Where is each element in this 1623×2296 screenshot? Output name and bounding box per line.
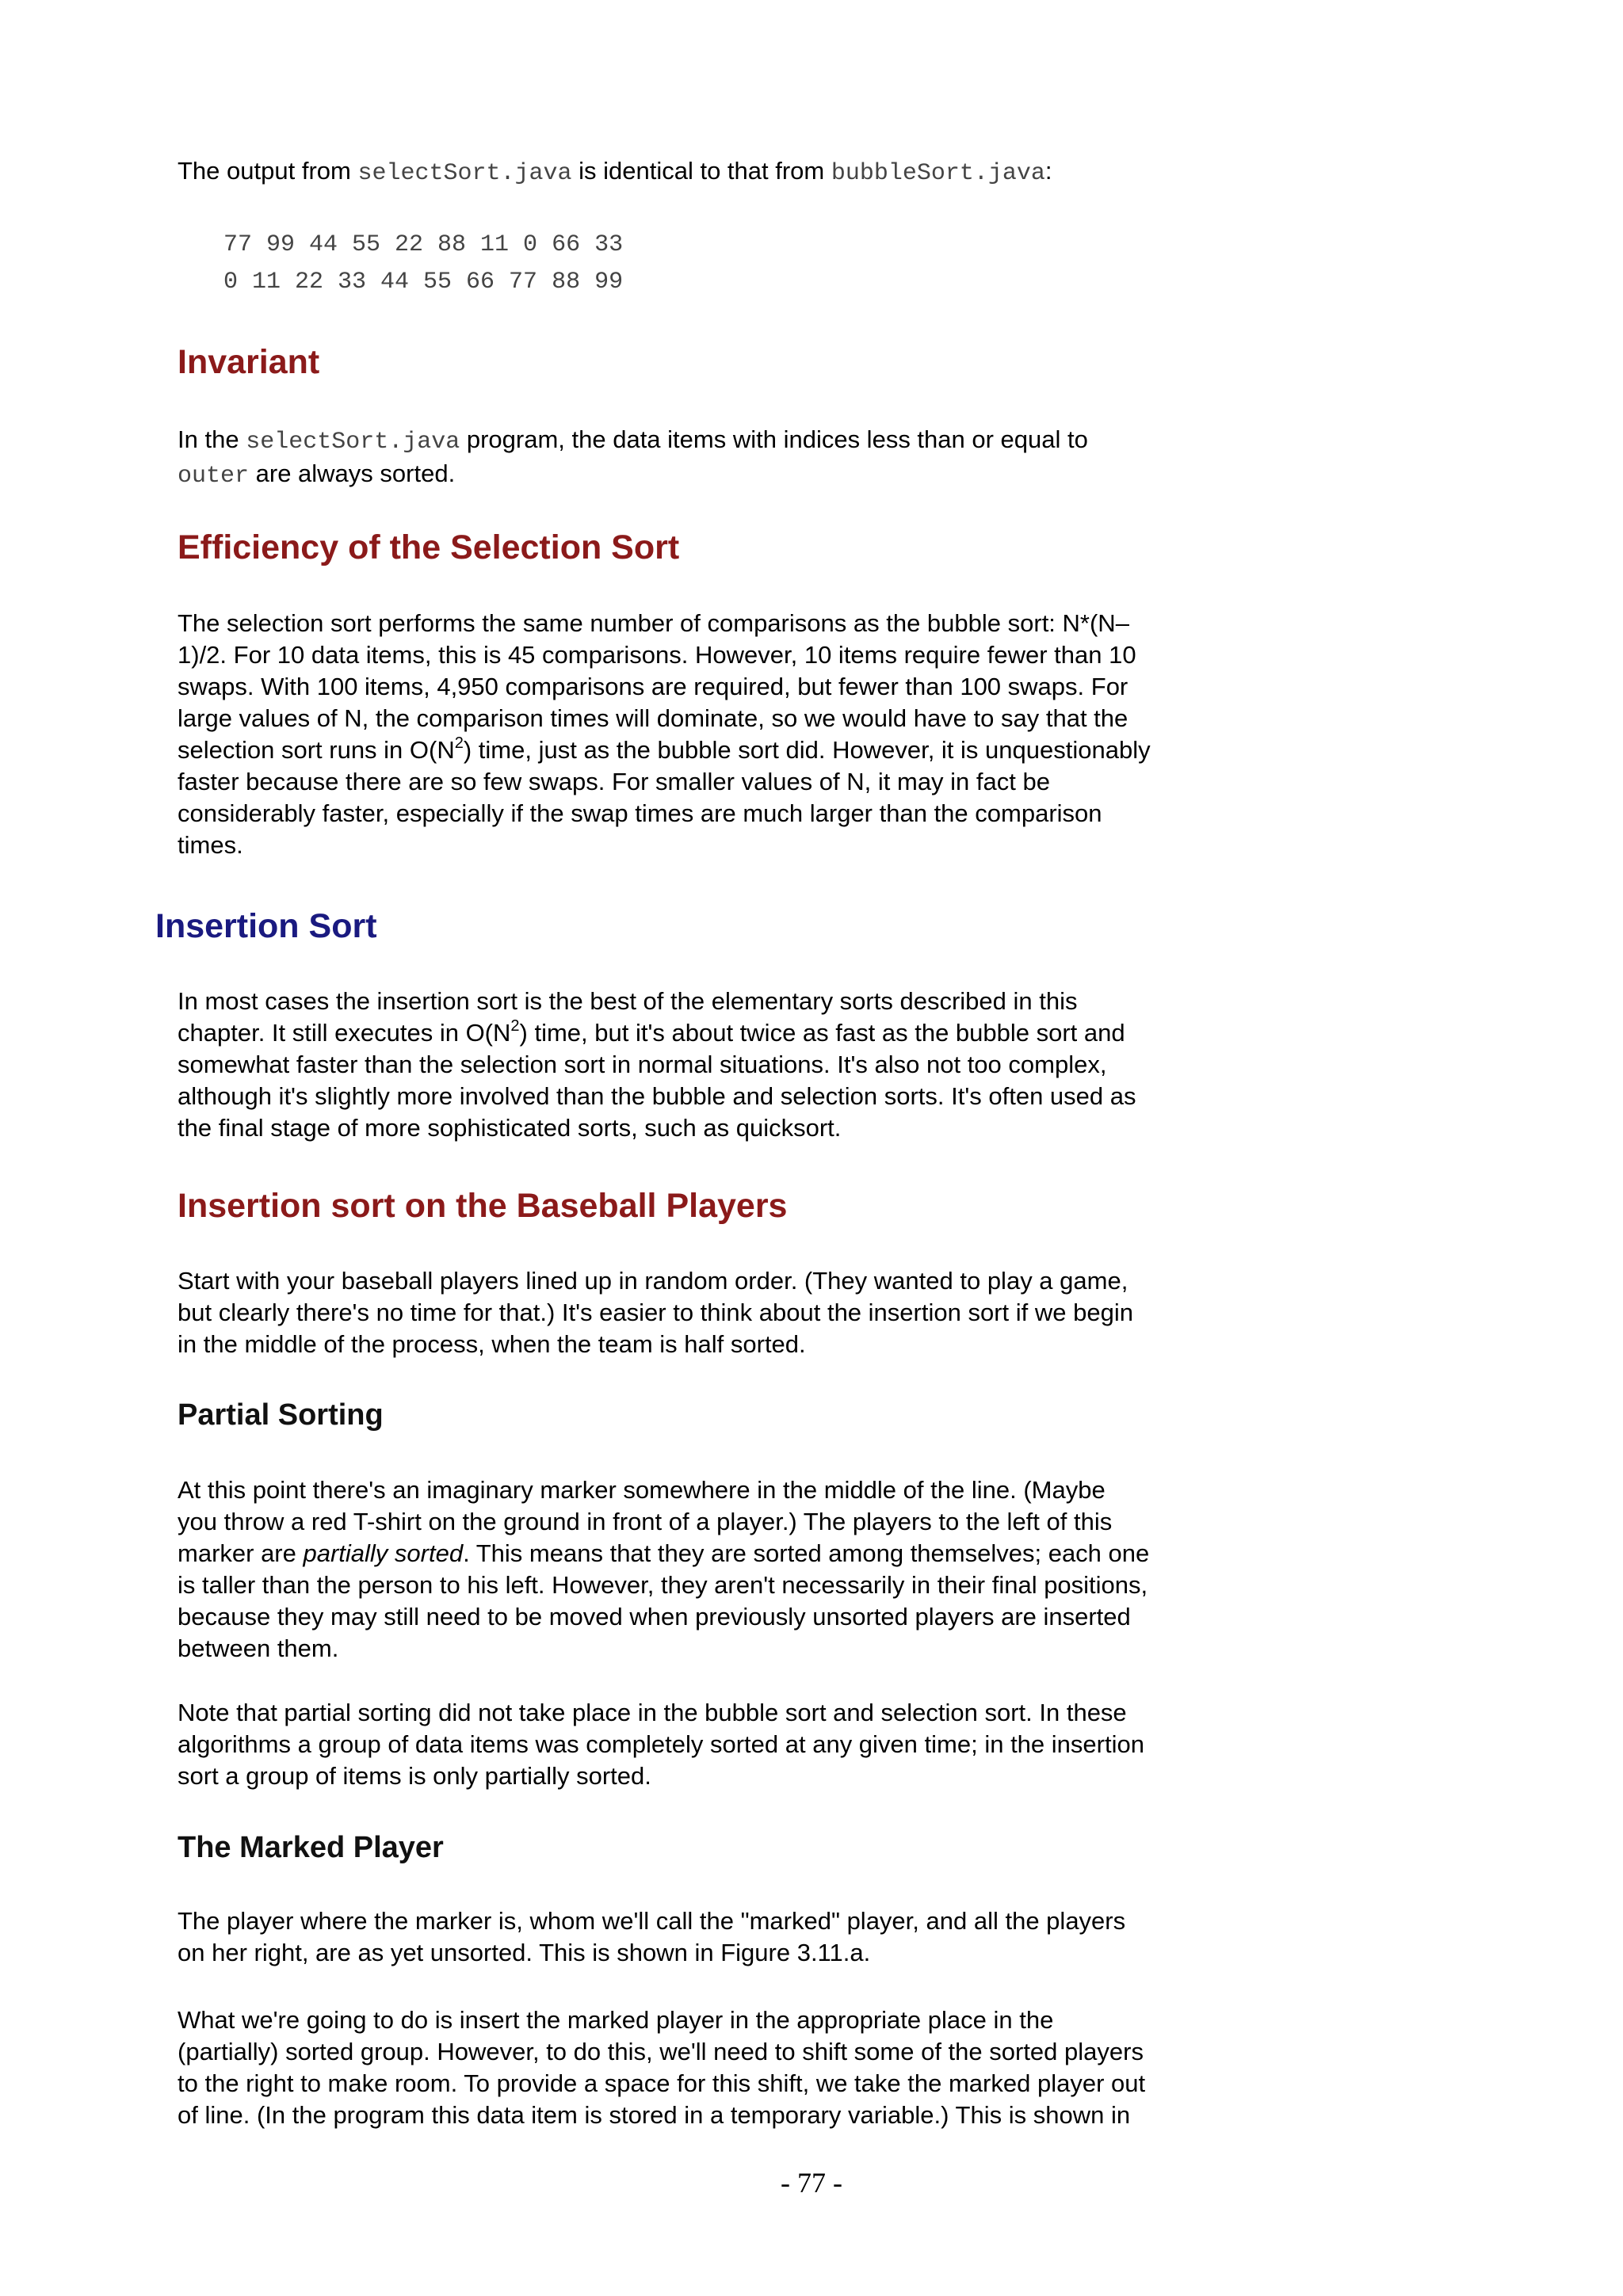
heading-insertion-sort: Insertion Sort: [155, 907, 377, 945]
heading-baseball: Insertion sort on the Baseball Players: [178, 1187, 788, 1225]
marked-paragraph-2: What we're going to do is insert the marked player in the appropriate place in the (partially) sorted group. However, to do this, we'll need to shift some of the sorted players to the right to make room. To provide a space for this shift, we take the marked player out of line. (In the program this data item is stored in a temporary variable.) This is shown in: [178, 2006, 1146, 2129]
code-bubble-sort: bubbleSort.java: [831, 160, 1045, 187]
output-code-block: [223, 227, 623, 301]
output-line: 0 11 22 33 44 55 66 77 88 99: [223, 269, 624, 296]
heading-invariant: Invariant: [178, 343, 320, 381]
output-line: 77 99 44 55 22 88 11 0 66 33: [223, 231, 624, 258]
intro-paragraph: The output from selectSort.java is identical to that from bubbleSort.java:: [178, 157, 1052, 187]
partial-paragraph-1: At this point there's an imaginary marker somewhere in the middle of the line. (Maybe you throw a red T-shirt on the ground in front of a player.) The players to the left of this marker are partially sorted. This means that they are sorted among themselves; each one is taller than the person to his left. However, they aren't necessarily in their final positions, because they may still need to be moved when previously unsorted players are inserted between them.: [178, 1476, 1150, 1662]
heading-efficiency: Efficiency of the Selection Sort: [178, 528, 680, 566]
page-number: - 77 -: [781, 2167, 842, 2199]
invariant-paragraph: In the selectSort.java program, the data items with indices less than or equal to outer are always sorted.: [178, 425, 1088, 490]
partial-paragraph-2: Note that partial sorting did not take place in the bubble sort and selection sort. In these algorithms a group of data items was completely sorted at any given time; in the insertion sort a group of items is only partially sorted.: [178, 1699, 1144, 1790]
term-partially-sorted: partially sorted: [303, 1539, 464, 1567]
heading-marked-player: The Marked Player: [178, 1831, 444, 1864]
heading-partial-sorting: Partial Sorting: [178, 1398, 384, 1432]
code-select-sort: selectSort.java: [357, 160, 572, 187]
efficiency-paragraph: The selection sort performs the same number of comparisons as the bubble sort: N*(N– 1)/2. For 10 data items, this is 45 comparisons. However, 10 items require fewer than 10 swaps. With 100 items, 4,950 comparisons are required, but fewer than 100 swaps. For large values of N, the comparison times will dominate, so we would have to say that the selection sort runs in $O(N^2)$ time, just as the bubble sort did. However, it is unquestionably faster because there are so few swaps. For smaller values of N, it may in fact be considerably faster, especially if the swap times are much larger than the comparison times.: [178, 609, 1151, 859]
marked-paragraph-1: The player where the marker is, whom we'll call the "marked" player, and all the players on her right, are as yet unsorted. This is shown in Figure 3.11.a.: [178, 1907, 1126, 1966]
insertion-sort-paragraph: In most cases the insertion sort is the best of the elementary sorts described in this chapter. It still executes in $O(N^2)$ time, but it's about twice as fast as the bubble sort and somewhat faster than the selection sort in normal situations. It's also not too complex, although it's slightly more involved than the bubble and selection sorts. It's often used as the final stage of more sophisticated sorts, such as quicksort.: [178, 987, 1136, 1142]
baseball-paragraph: Start with your baseball players lined up in random order. (They wanted to play a game, but clearly there's no time for that.) It's easier to think about the insertion sort if we begin in the middle of the process, when the team is half sorted.: [178, 1267, 1133, 1358]
